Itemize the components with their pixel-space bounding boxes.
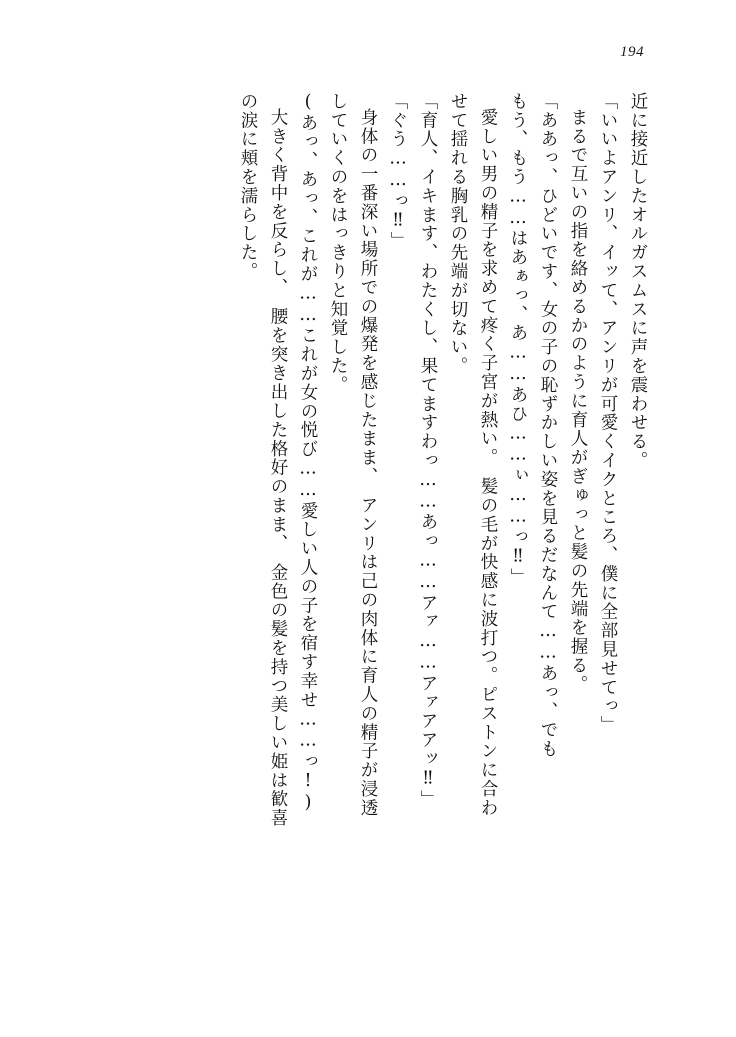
text-column: 大きく背中を反らし、 腰を突き出した格好のまま、 金色の髪を持つ美しい姫は歓喜	[268, 108, 288, 828]
text-column: 身体の一番深い場所での爆発を感じたまま、 アンリは己の肉体に育人の精子が浸透	[358, 108, 378, 818]
text-column: 「ぐう……っ‼」	[388, 92, 408, 251]
text-column: まるで互いの指を絡めるかのように育人がぎゅっと髪の先端を握る。	[568, 108, 588, 694]
text-column: していくのをはっきりと知覚した。	[328, 92, 348, 395]
text-column: 「いいよアンリ、イッて、アンリが可愛くイクところ、僕に全部見せてっ」	[598, 92, 618, 735]
vertical-text-body	[176, 92, 646, 922]
text-column: 愛しい男の精子を求めて疼く子宮が熱い。 髪の毛が快感に波打つ。ピストンに合わ	[478, 108, 498, 818]
text-column: 「ああっ、ひどいです、女の子の恥ずかしい姿を見るだなんて……あっ、でも	[538, 92, 558, 759]
text-column: (あっ、あっ、これが……これが女の悦び……愛しい人の子を宿す幸せ……っ!)	[298, 92, 318, 814]
page-number: 194	[620, 44, 644, 60]
text-column: もう、もう……はあぁっ、あ……あひ……ぃ……っ‼」	[508, 92, 528, 587]
text-column: せて揺れる胸乳の先端が切ない。	[448, 92, 468, 376]
text-column: の涙に頬を濡らした。	[238, 92, 258, 281]
text-column: 「育人、イキます、わたくし、果てますわっ……あっ……アァ……アァアアッ‼」	[418, 92, 438, 809]
text-column: 近に接近したオルガスムスに声を震わせる。	[628, 92, 648, 470]
